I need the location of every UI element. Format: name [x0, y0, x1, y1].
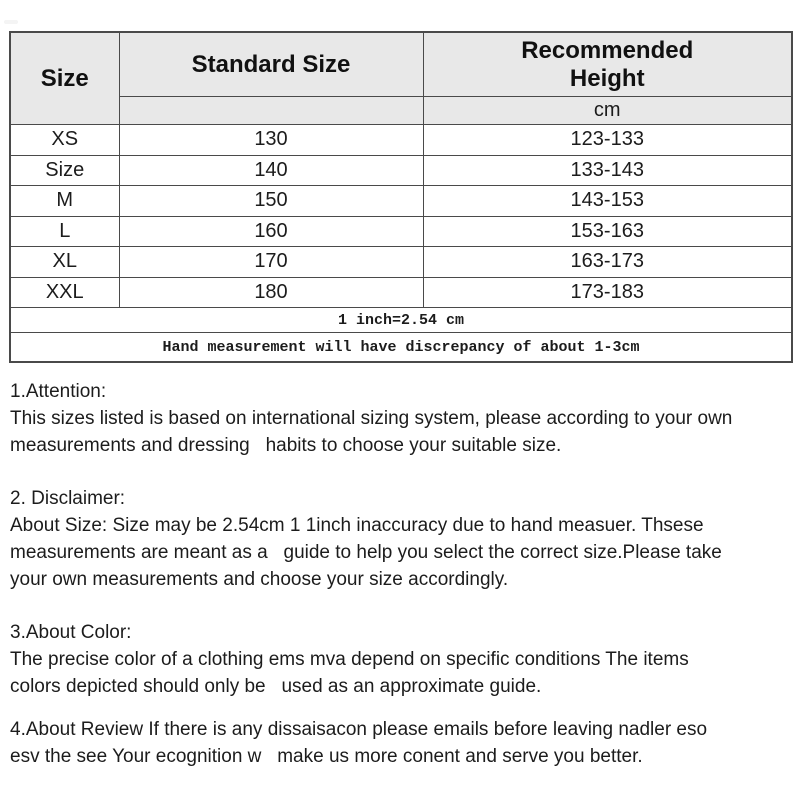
note-line: About Size: Size may be 2.54cm 1 1inch inaccuracy due to hand measuer. Thsese — [10, 515, 704, 536]
size-chart-table — [9, 31, 793, 363]
size-cell: XL — [10, 247, 119, 278]
measurement-note: Hand measurement will have discrepancy of about 1-3cm — [10, 333, 792, 363]
size-cell: XXL — [10, 277, 119, 308]
conversion-note-row — [10, 308, 792, 333]
note-line: colors depicted should only be used as an approximate guide. — [10, 676, 542, 697]
notes-section — [10, 378, 792, 770]
table-row — [10, 125, 792, 156]
table-row — [10, 186, 792, 217]
size-cell: XS — [10, 125, 119, 156]
height-cell: 143-153 — [423, 186, 792, 217]
height-cell: 133-143 — [423, 155, 792, 186]
note-line: measurements and dressing habits to choose your suitable size. — [10, 435, 562, 456]
size-cell: M — [10, 186, 119, 217]
size-cell: Size — [10, 155, 119, 186]
header-recommended-line2: Height — [569, 64, 645, 92]
note-line: your own measurements and choose your size accordingly. — [10, 569, 509, 590]
standard-size-cell: 140 — [119, 155, 423, 186]
note-line: measurements are meant as a guide to help you select the correct size.Please take — [10, 542, 722, 563]
note-line: 2. Disclaimer: — [10, 488, 126, 509]
header-row-main — [10, 32, 792, 97]
note-line: The precise color of a clothing ems mva depend on specific conditions The items — [10, 649, 689, 670]
table-row — [10, 216, 792, 247]
standard-size-cell: 130 — [119, 125, 423, 156]
standard-size-cell: 170 — [119, 247, 423, 278]
conversion-note: 1 inch=2.54 cm — [10, 308, 792, 333]
subheader-unit-cm: cm — [423, 97, 792, 125]
corner-artifact — [4, 20, 18, 24]
note-line: esv the see Your ecognition w make us more conent and serve you better. — [10, 746, 643, 767]
standard-size-cell: 180 — [119, 277, 423, 308]
note-attention — [10, 378, 792, 459]
height-cell: 123-133 — [423, 125, 792, 156]
header-standard-size: Standard Size — [119, 32, 423, 97]
note-line: 3.About Color: — [10, 622, 132, 643]
header-recommended-line1: Recommended — [521, 36, 694, 64]
table-row — [10, 277, 792, 308]
height-cell: 153-163 — [423, 216, 792, 247]
header-recommended-height — [423, 32, 792, 97]
header-row-sub — [10, 97, 792, 125]
note-line: 1.Attention: — [10, 381, 107, 402]
standard-size-cell: 160 — [119, 216, 423, 247]
note-about-review — [10, 716, 792, 770]
table-row — [10, 247, 792, 278]
note-line: 4.About Review If there is any dissaisacon please emails before leaving nadler eso — [10, 719, 708, 740]
height-cell: 173-183 — [423, 277, 792, 308]
header-size: Size — [10, 32, 119, 125]
table-row — [10, 155, 792, 186]
note-about-color — [10, 619, 792, 700]
subheader-blank — [119, 97, 423, 125]
note-line: This sizes listed is based on international sizing system, please according to your own — [10, 408, 733, 429]
measurement-note-row — [10, 333, 792, 363]
standard-size-cell: 150 — [119, 186, 423, 217]
height-cell: 163-173 — [423, 247, 792, 278]
note-disclaimer — [10, 485, 792, 593]
size-cell: L — [10, 216, 119, 247]
